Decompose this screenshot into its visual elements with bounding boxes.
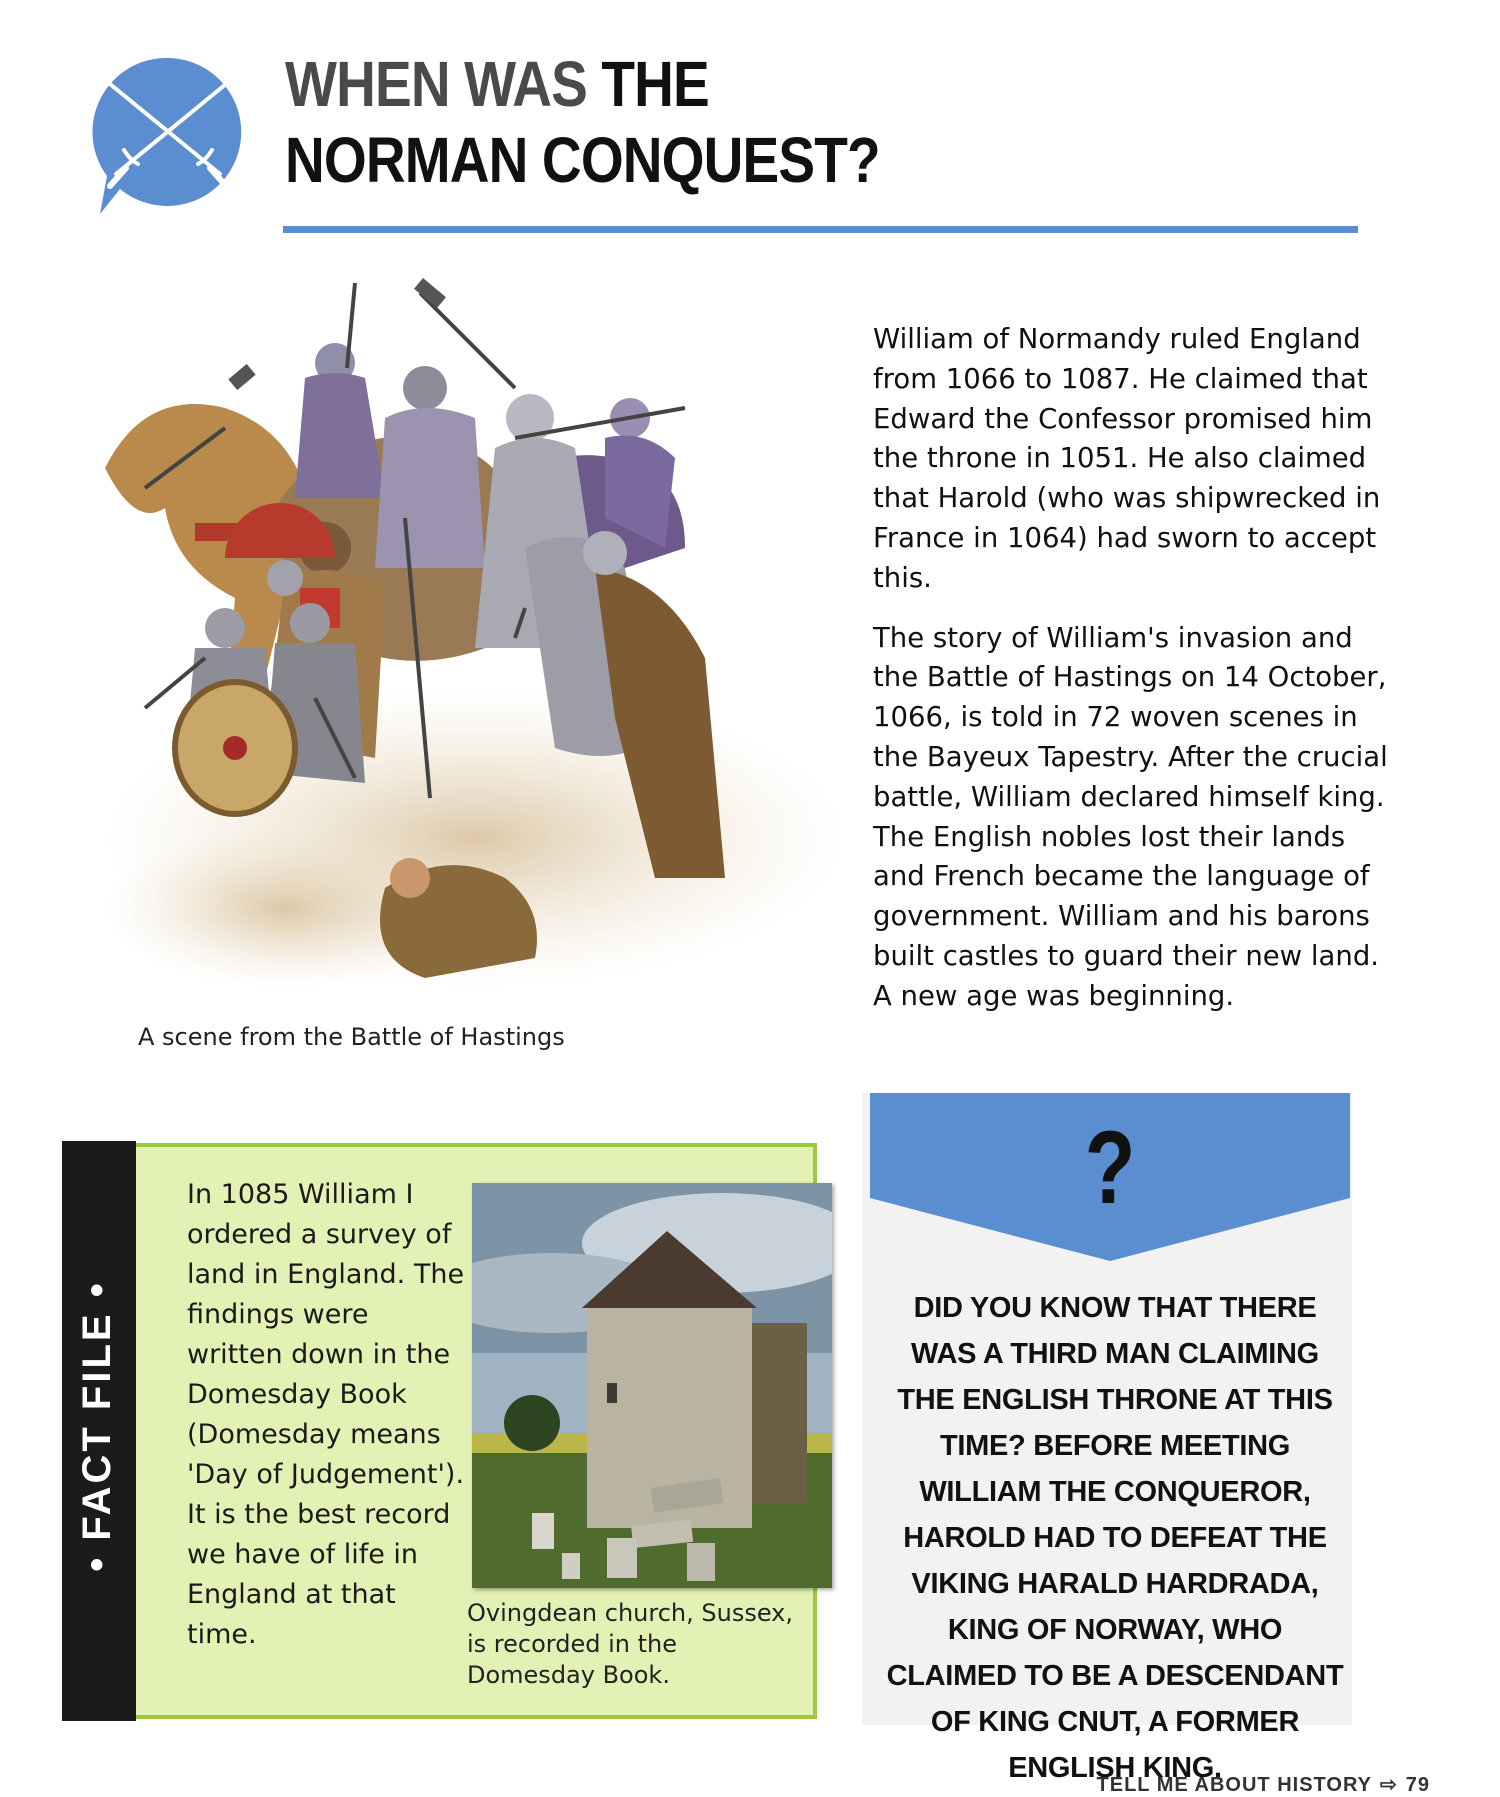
title-part-2: THE [601,48,709,120]
arrow-right-icon: ⇨ [1379,1774,1398,1796]
page-number: 79 [1405,1774,1430,1796]
question-mark-icon: ? [1084,1110,1136,1226]
page-title [285,46,880,198]
battle-illustration [85,278,855,1018]
fact-file-label: • FACT FILE • [75,1280,119,1572]
church-photo-caption: Ovingdean church, Sussex, is recorded in the Domesday Book. [467,1599,794,1689]
fact-file-text: In 1085 William I ordered a survey of land in England. The findings were written down in the Domesday Book (Domesday means 'Day of Judgement'). It is the best record we have of life in England at that time. [187,1179,465,1650]
body-paragraph-2: The story of William's invasion and the Battle of Hastings on 14 October, 1066, is told in 72 woven scenes in the Bayeux Tapestry. After the crucial battle, William declared himself king. The English nobles lost their lands and French became the language of government. William and his barons built castles to guard their new land. A new age was beginning. [873,621,1388,1012]
article-body [873,320,1393,1037]
did-you-know-box [862,1093,1352,1784]
crossed-swords-icon [92,56,244,216]
series-title: TELL ME ABOUT HISTORY [1096,1774,1372,1796]
page-footer [1097,1772,1430,1797]
did-you-know-text: DID YOU KNOW THAT THERE WAS A THIRD MAN CLAIMING THE ENGLISH THRONE AT THIS TIME? BEFORE MEETING WILLIAM THE CONQUEROR, HAROLD HAD TO DEFEAT THE VIKING HARALD HARDRADA, KING OF NORWAY, WHO CLAIMED TO BE A DESCENDANT OF KING CNUT, A FORMER ENGLISH KING. [886,1292,1344,1784]
church-photo [472,1183,832,1588]
illustration-caption: A scene from the Battle of Hastings [138,1023,565,1051]
body-paragraph-1: William of Normandy ruled England from 1066 to 1087. He claimed that Edward the Confessor promised him the throne in 1051. He also claimed that Harold (who was shipwrecked in France in 1064) had sworn to accept this. [873,323,1381,594]
title-part-1: WHEN WAS [285,48,602,120]
title-underline [283,226,1358,233]
title-line-2: NORMAN CONQUEST? [285,124,880,196]
fact-file-box [62,1143,817,1723]
fact-file-tab [62,1141,136,1721]
